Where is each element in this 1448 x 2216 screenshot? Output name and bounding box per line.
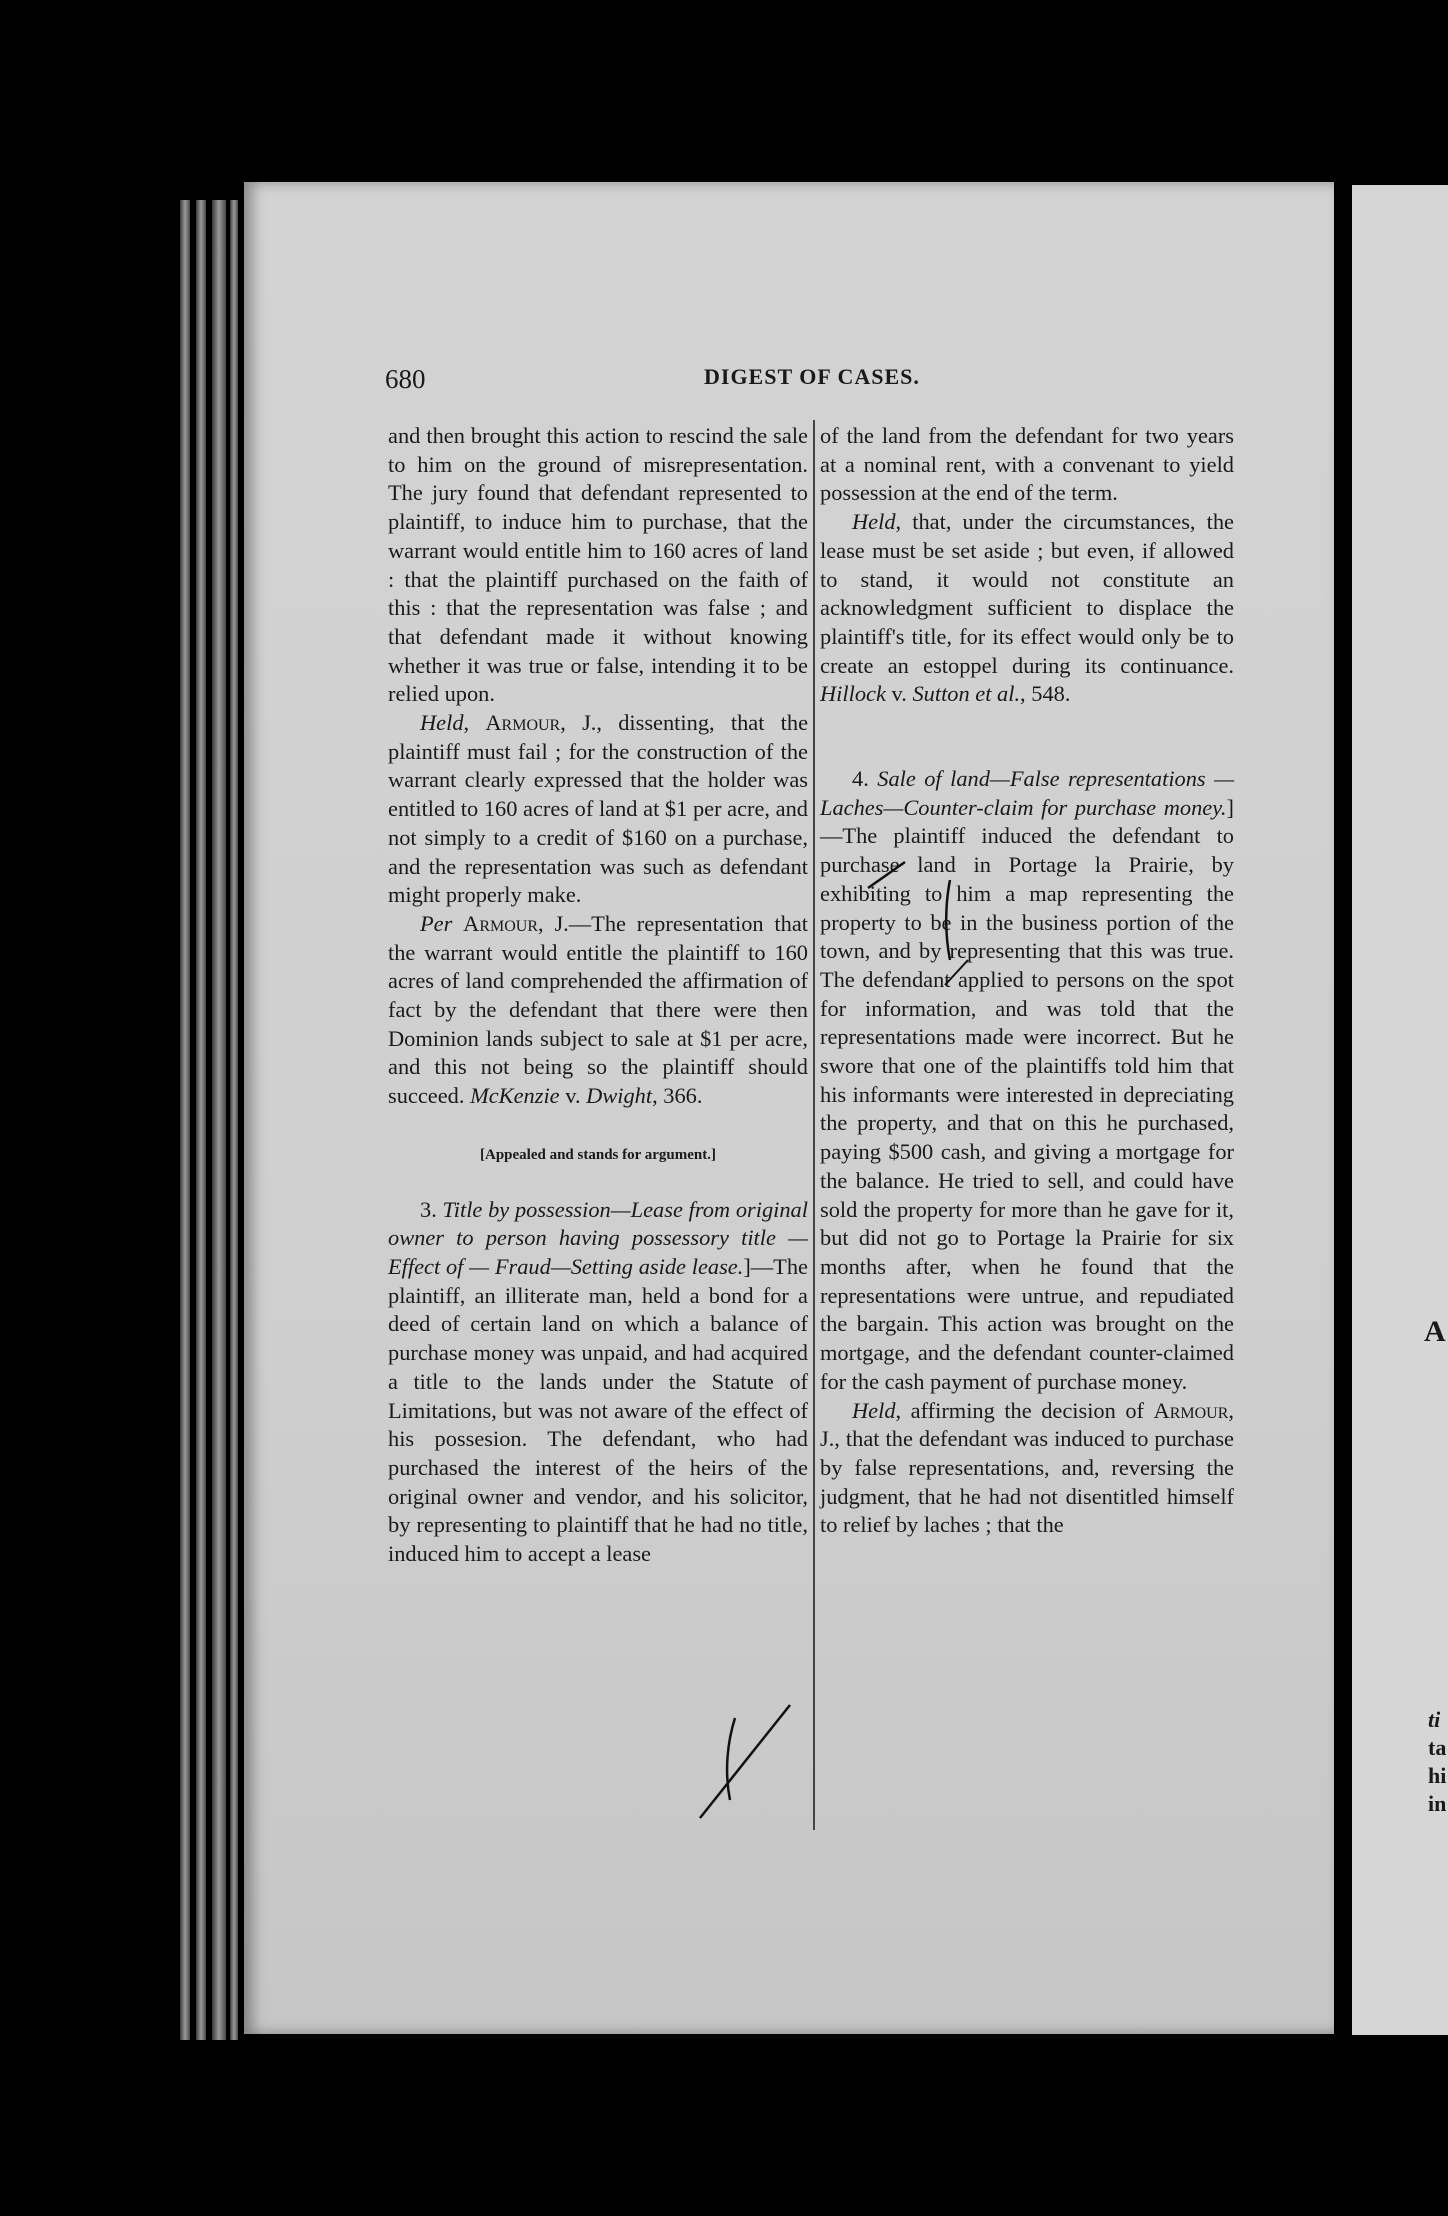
paragraph: Held, Armour, J., dissenting, that the plaintiff must fail ; for the construction of the warrant clearly expressed that the holder was entitled to 160 acres of land at $1 per acre, and not simply to a credit of $160 on a purchase, and the representation was such as defendant might properly make. — [388, 710, 809, 908]
paragraph: and then brought this action to rescind the sale to him on the ground of misrepresentation. The jury found that defendant represented to plaintiff, to induce him to purchase, that the warrant would entitle him to 160 acres of land : that the plaintiff purchased on the faith of this : that the representation was false ; and that defendant made it without knowing whether it was true or false, intending it to be relied upon. — [388, 423, 808, 707]
case-page: , 366. — [652, 1083, 703, 1109]
spacer — [820, 709, 1234, 765]
case-party: Dwight — [586, 1083, 653, 1109]
page-edge-left-3 — [212, 200, 226, 2040]
case-versus: v. — [559, 1083, 587, 1109]
page-number: 680 — [385, 364, 426, 394]
case-page: , 548. — [1020, 681, 1071, 707]
paragraph — [820, 508, 1234, 709]
facing-page-fragment: hi — [1428, 1763, 1447, 1788]
case-versus: v. — [885, 681, 913, 707]
paragraph-text: , that, under the circumstances, the lease must be set aside ; but even, if allowed to stand, it would not constitute an acknowledgment sufficient to displace the plaintiff's title, for its effect would only be to create an estoppel during its continuance. — [820, 509, 1234, 678]
held-label: Held — [852, 1397, 896, 1423]
case-entry — [820, 765, 1234, 1396]
case-party: Sutton et al. — [912, 681, 1021, 707]
paragraph-text: , affirming the decision of — [895, 1397, 1154, 1423]
judge-name: Armour — [485, 710, 561, 736]
page-edge-left-2 — [196, 200, 206, 2040]
judge-name: Armour — [463, 910, 539, 936]
right-column — [820, 422, 1234, 1540]
entry-text: ]—The plaintiff, an illiterate man, held a bond for a deed of certain land on which a balance of purchase money was unpaid, and had acquired a title to the lands under the Statute of Limitations, but was not aware of the effect of his possesion. The defendant, who had purchased the interest of the heirs of the original owner and vendor, and his solicitor, by representing to plaintiff that he had no title, induced him to accept a lease — [388, 1253, 808, 1567]
running-title: DIGEST OF CASES. — [704, 364, 920, 389]
left-column — [388, 422, 808, 1569]
page-edge-left-1 — [180, 200, 190, 2040]
entry-number: 4. — [852, 766, 869, 792]
entry-number: 3. — [420, 1196, 437, 1222]
per-label: Per — [420, 910, 453, 936]
judge-name: Armour — [1153, 1397, 1229, 1423]
paragraph-text: , J.—The representation that the warrant would entitle the plaintiff to 160 acres of land comprehended the affirmation of fact by the defendant that there were then Dominion lands subject to sale at $1 per acre, and this not being so the plaintiff should succeed. — [388, 910, 808, 1109]
paragraph-text: , J., that the defendant was induced to purchase by false representations, and, reversing the judgment, that he had not disentitled himself to relief by laches ; that the — [820, 1397, 1234, 1538]
case-entry — [388, 1196, 808, 1569]
facing-page-fragment: ti — [1428, 1707, 1441, 1732]
facing-page — [1352, 185, 1448, 2035]
entry-heading: Title by possession—Lease from original owner to person having possessory title — Effect of — Fraud—Setting aside lease. — [388, 1196, 808, 1279]
held-label: Held — [420, 710, 464, 736]
entry-heading: Sale of land—False representations — Laches—Counter-claim for purchase money. — [820, 766, 1234, 820]
case-party: McKenzie — [470, 1083, 560, 1109]
paragraph-text: , J., dissenting, that the plaintiff must fail ; for the construction of the warrant clearly expressed that the holder was entitled to 160 acres of land at $1 per acre, and not simply to a credit of $160 on a purchase, and the representation was such as defendant might properly make. — [388, 710, 809, 908]
appeal-note: [Appealed and stands for argument.] — [480, 1146, 716, 1163]
page-edge-left-4 — [230, 200, 238, 2040]
held-label: Held — [852, 509, 896, 535]
facing-page-fragment: A — [1424, 1315, 1446, 1348]
facing-page-fragment: in — [1428, 1791, 1447, 1816]
case-party: Hillock — [820, 681, 886, 707]
paragraph: of the land from the defendant for two years at a nominal rent, with a convenant to yield possession at the end of the term. — [820, 423, 1234, 506]
facing-page-fragment: ta — [1428, 1735, 1447, 1760]
entry-text: ]—The plaintiff induced the defendant to purchase land in Portage la Prairie, by exhibiting to him a map representing the property to be in the business portion of the town, and by representing that this was true. The defendant applied to persons on the spot for information, and was told that the representations made were incorrect. But he swore that one of the plaintiffs told him that his informants were interested in depreciating the property, and that on this he purchased, paying $500 cash, and giving a mortgage for the balance. He tried to sell, and could have sold the property for more than he gave for it, but did not go to Portage la Prairie for six months after, when he found that the representations were untrue, and repudiated the bargain. This action was brought on the mortgage, and the defendant counter-claimed for the cash payment of purchase money. — [820, 794, 1234, 1394]
paragraph — [388, 910, 808, 1111]
paragraph — [820, 1397, 1234, 1541]
column-divider — [813, 420, 815, 1830]
